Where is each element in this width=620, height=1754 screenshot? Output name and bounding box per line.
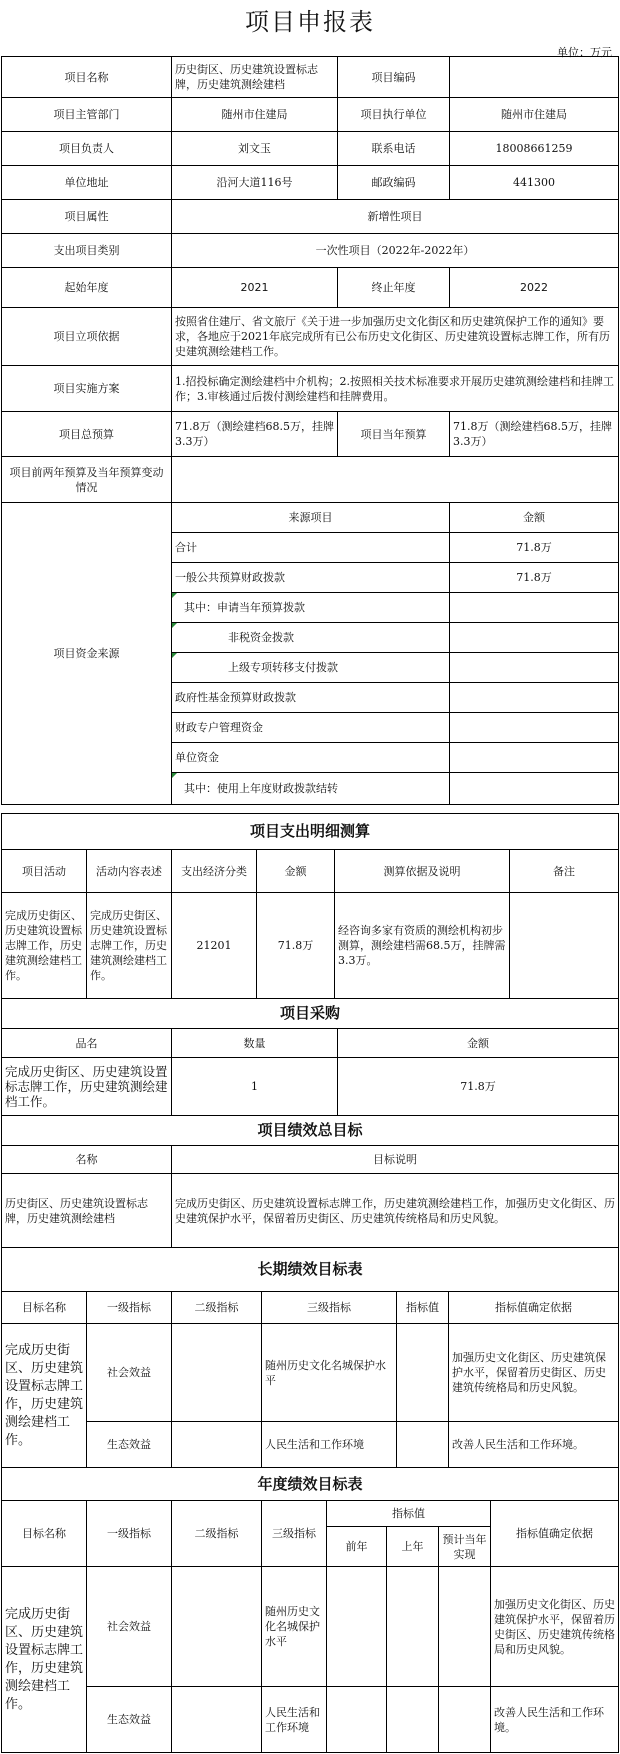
annual-l2 <box>172 1567 262 1687</box>
annual-table <box>1 1467 619 1753</box>
funding-label: 项目资金来源 <box>2 503 172 805</box>
purchase-header: 品名 <box>2 1029 172 1058</box>
detail-header: 备注 <box>510 850 619 893</box>
funding-row-amount <box>450 623 619 653</box>
annual-subheader: 前年 <box>327 1527 387 1567</box>
funding-row-name: 单位资金 <box>172 743 450 773</box>
funding-row-amount <box>450 593 619 623</box>
longterm-l2 <box>172 1422 262 1468</box>
attr-label: 项目属性 <box>2 200 172 234</box>
funding-col-amount: 金额 <box>450 503 619 533</box>
annual-basis: 改善人民生活和工作环境。 <box>491 1687 619 1753</box>
annual-prev1 <box>387 1687 439 1753</box>
annual-l1: 社会效益 <box>87 1567 172 1687</box>
detail-header: 支出经济分类 <box>172 850 257 893</box>
annual-subheader: 预计当年实现 <box>439 1527 491 1567</box>
longterm-header: 二级指标 <box>172 1292 262 1324</box>
longterm-heading: 长期绩效目标表 <box>2 1248 619 1292</box>
annual-header: 一级指标 <box>87 1501 172 1567</box>
current-budget-label: 项目当年预算 <box>338 412 450 457</box>
budget-label: 项目总预算 <box>2 412 172 457</box>
page-title: 项目申报表 <box>245 8 375 36</box>
basis-value: 按照省住建厅、省文旅厅《关于进一步加强历史文化街区和历史建筑保护工作的通知》要求，各地应于2021年底完成所有已公布历史文化街区、历史建筑设置标志牌工作，所有历史建筑测绘建档工作。 <box>172 308 619 366</box>
longterm-value <box>397 1324 449 1422</box>
purchase-header: 金额 <box>338 1029 619 1058</box>
detail-table <box>1 813 619 999</box>
unit-label: 单位：万元 <box>557 46 612 59</box>
phone-value: 18008661259 <box>450 132 619 166</box>
detail-header: 活动内容表述 <box>87 850 172 893</box>
addr-label: 单位地址 <box>2 166 172 200</box>
funding-row-name: 政府性基金预算财政拨款 <box>172 683 450 713</box>
funding-row-name: 财政专户管理资金 <box>172 713 450 743</box>
code-value <box>450 57 619 98</box>
annual-prev2 <box>327 1567 387 1687</box>
annual-prev1 <box>387 1567 439 1687</box>
goal-name: 历史街区、历史建筑设置标志牌，历史建筑测绘建档 <box>2 1174 172 1248</box>
longterm-header: 一级指标 <box>87 1292 172 1324</box>
funding-row-amount <box>450 743 619 773</box>
funding-row-name: 其中：使用上年度财政拨款结转 <box>172 773 450 805</box>
longterm-l1: 生态效益 <box>87 1422 172 1468</box>
basic-info-table <box>1 56 619 805</box>
annual-l1: 生态效益 <box>87 1687 172 1753</box>
purchase-header: 数量 <box>172 1029 338 1058</box>
detail-econ-class: 21201 <box>172 893 257 999</box>
budget-change-label: 项目前两年预算及当年预算变动情况 <box>2 457 172 503</box>
funding-row-amount: 71.8万 <box>450 563 619 593</box>
annual-header: 二级指标 <box>172 1501 262 1567</box>
zip-value: 441300 <box>450 166 619 200</box>
longterm-l1: 社会效益 <box>87 1324 172 1422</box>
dept-value: 随州市住建局 <box>172 98 338 132</box>
code-label: 项目编码 <box>338 57 450 98</box>
funding-row-name: 合计 <box>172 533 450 563</box>
leader-label: 项目负责人 <box>2 132 172 166</box>
annual-expected <box>439 1567 491 1687</box>
budget-value: 71.8万（测绘建档68.5万，挂牌3.3万） <box>172 412 338 457</box>
funding-row-amount <box>450 653 619 683</box>
annual-heading: 年度绩效目标表 <box>2 1468 619 1501</box>
addr-value: 沿河大道116号 <box>172 166 338 200</box>
longterm-basis: 改善人民生活和工作环境。 <box>449 1422 619 1468</box>
detail-remark <box>510 893 619 999</box>
detail-activity: 完成历史街区、历史建筑设置标志牌工作，历史建筑测绘建档工作。 <box>2 893 87 999</box>
annual-basis: 加强历史文化街区、历史建筑保护水平，保留着历史街区、历史建筑传统格局和历史风貌。 <box>491 1567 619 1687</box>
detail-header: 测算依据及说明 <box>335 850 510 893</box>
goal-heading: 项目绩效总目标 <box>2 1116 619 1146</box>
funding-row-name: 其中：申请当年预算拨款 <box>172 593 450 623</box>
longterm-header: 指标值 <box>397 1292 449 1324</box>
longterm-l3: 随州历史文化名城保护水平 <box>262 1324 397 1422</box>
plan-value: 1.招投标确定测绘建档中介机构；2.按照相关技术标准要求开展历史建筑测绘建档和挂牌工作；3.审核通过后拨付测绘建档和挂牌费用。 <box>172 366 619 412</box>
longterm-header: 目标名称 <box>2 1292 87 1324</box>
end-year-value: 2022 <box>450 268 619 308</box>
basis-label: 项目立项依据 <box>2 308 172 366</box>
purchase-qty: 1 <box>172 1058 338 1116</box>
start-year-label: 起始年度 <box>2 268 172 308</box>
detail-basis: 经咨询多家有资质的测绘机构初步测算，测绘建档需68.5万，挂牌需3.3万。 <box>335 893 510 999</box>
longterm-header: 三级指标 <box>262 1292 397 1324</box>
current-budget-value: 71.8万（测绘建档68.5万，挂牌3.3万） <box>450 412 619 457</box>
funding-row-name: 一般公共预算财政拨款 <box>172 563 450 593</box>
category-label: 支出项目类别 <box>2 234 172 268</box>
annual-l2 <box>172 1687 262 1753</box>
longterm-l3: 人民生活和工作环境 <box>262 1422 397 1468</box>
longterm-l2 <box>172 1324 262 1422</box>
name-label: 项目名称 <box>2 57 172 98</box>
funding-row-amount <box>450 773 619 805</box>
funding-row-name: 上级专项转移支付拨款 <box>172 653 450 683</box>
annual-header: 指标值 <box>327 1501 491 1527</box>
longterm-basis: 加强历史文化街区、历史建筑保护水平，保留着历史街区、历史建筑传统格局和历史风貌。 <box>449 1324 619 1422</box>
annual-target: 完成历史街区、历史建筑设置标志牌工作，历史建筑测绘建档工作。 <box>2 1567 87 1753</box>
goal-table <box>1 1115 619 1248</box>
funding-row-amount <box>450 683 619 713</box>
annual-header: 目标名称 <box>2 1501 87 1567</box>
category-value: 一次性项目（2022年-2022年） <box>172 234 619 268</box>
start-year-value: 2021 <box>172 268 338 308</box>
goal-description: 完成历史街区、历史建筑设置标志牌工作，历史建筑测绘建档工作，加强历史文化街区、历史建筑保护水平，保留着历史街区、历史建筑传统格局和历史风貌。 <box>172 1174 619 1248</box>
funding-row-name: 非税资金拨款 <box>172 623 450 653</box>
longterm-value <box>397 1422 449 1468</box>
budget-change-value <box>172 457 619 503</box>
annual-header: 三级指标 <box>262 1501 327 1567</box>
longterm-target: 完成历史街区、历史建筑设置标志牌工作，历史建筑测绘建档工作。 <box>2 1324 87 1468</box>
goal-header: 目标说明 <box>172 1146 619 1174</box>
phone-label: 联系电话 <box>338 132 450 166</box>
detail-heading: 项目支出明细测算 <box>2 814 619 850</box>
name-value: 历史街区、历史建筑设置标志牌，历史建筑测绘建档 <box>172 57 338 98</box>
annual-l3: 人民生活和工作环境 <box>262 1687 327 1753</box>
dept-label: 项目主管部门 <box>2 98 172 132</box>
funding-row-amount: 71.8万 <box>450 533 619 563</box>
detail-content: 完成历史街区、历史建筑设置标志牌工作，历史建筑测绘建档工作。 <box>87 893 172 999</box>
purchase-item: 完成历史街区、历史建筑设置标志牌工作，历史建筑测绘建档工作。 <box>2 1058 172 1116</box>
longterm-table <box>1 1247 619 1468</box>
zip-label: 邮政编码 <box>338 166 450 200</box>
detail-header: 项目活动 <box>2 850 87 893</box>
funding-col-source: 来源项目 <box>172 503 450 533</box>
goal-header: 名称 <box>2 1146 172 1174</box>
detail-header: 金额 <box>257 850 335 893</box>
attr-value: 新增性项目 <box>172 200 619 234</box>
plan-label: 项目实施方案 <box>2 366 172 412</box>
annual-expected <box>439 1687 491 1753</box>
funding-row-amount <box>450 713 619 743</box>
purchase-amount: 71.8万 <box>338 1058 619 1116</box>
detail-amount: 71.8万 <box>257 893 335 999</box>
longterm-header: 指标值确定依据 <box>449 1292 619 1324</box>
annual-header: 指标值确定依据 <box>491 1501 619 1567</box>
annual-l3: 随州历史文化名城保护水平 <box>262 1567 327 1687</box>
annual-subheader: 上年 <box>387 1527 439 1567</box>
exec-value: 随州市住建局 <box>450 98 619 132</box>
exec-label: 项目执行单位 <box>338 98 450 132</box>
annual-prev2 <box>327 1687 387 1753</box>
leader-value: 刘文玉 <box>172 132 338 166</box>
end-year-label: 终止年度 <box>338 268 450 308</box>
purchase-heading: 项目采购 <box>2 999 619 1029</box>
purchase-table <box>1 998 619 1116</box>
